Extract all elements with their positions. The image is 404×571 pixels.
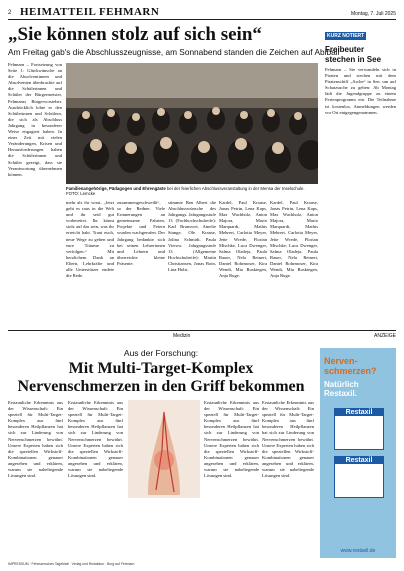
audience-photo-graphic (66, 63, 318, 184)
product-brand-2: Restaxil (335, 457, 383, 464)
caption-text: bei der feierlichen Abschlussveranstaltung in der Mensa der Inselschule. (167, 186, 305, 191)
ad-website: www.restaxil.de (340, 548, 376, 554)
sidebar-kurz-notiert (325, 24, 396, 337)
ad-side-title: Natürlich Restaxil. (324, 380, 359, 398)
article-subheadline: Am Freitag gab's die Abschlusszeugnisse, am Sonnabend standen die Zeichen auf Abiball (8, 47, 340, 57)
footer-rule (8, 330, 396, 331)
product-brand-1: Restaxil (335, 409, 383, 416)
product-box-2 (334, 456, 384, 498)
product-box-1 (334, 408, 384, 450)
header-rule (8, 19, 396, 20)
article-column-2: mehr als ihr wisst. „Jetzt geht es raus in die Welt und ihr seid gut vorbereitet. Ihr könnt stolz auf das sein, was ihr erreicht habt. Traut euch, neue Wege zu gehen und eure Träume zu verfolgen.“ Mit herzlichem Dank an Eltern, Lehrkräfte und alle Unterstützer endete die Rede. (66, 200, 114, 279)
article-headline: „Sie können stolz auf sich sein“ (8, 24, 262, 45)
section-title: HEIMATTEIL FEHMARN (20, 6, 160, 18)
nerve-illustration (128, 400, 200, 498)
article-column-3: zusammengeschweißt“, so der Redner. Viele Erinnerungen an gemeinsame Fahrten, Projekte und Feiern wurden wachgerufen. Der Jahrgang bedankte sich bei seinen Lehrerinnen und Lehrern und überreichte kleine Präsente. (117, 200, 165, 266)
footer-ad-label: ANZEIGE (374, 333, 396, 339)
article-column-5: Kardel, Paul Krause, Jonas Petrin, Lena Kaps, Max Wachholz, Anton Majora, Mario Marquardt, Mathis Mehrert, Carlotta Meyer, Jette Wrede, Florian Mischke, Luca Dwenger, Salma Oladeja, Paula Rauer, Nela Reinert, Daniel Rohrmoser, Kira Wendt, Mia Ruskiegen, Anja Ruge. (219, 200, 267, 279)
imprint-line: IMPRESSUM · Fehmarnsches Tageblatt · Verlag und Redaktion · Burg auf Fehmarn (8, 562, 135, 566)
article-photo (66, 63, 318, 184)
ad-text-col-4: Erstaunliche Erkenntnis aus der Wissenschaft: Ein speziell für Multi-Target-Komplex aus fünf besonderen Heilpflanzen hat sich zur Linderung von Nervenschmerzen bewährt. Unsere Experten haben sich die speziellen Wirkstoff-Kombinationen genauer angesehen und erklären, warum sie naheliegende Lösungen sind. (262, 400, 314, 479)
sidebar-tag: KURZ NOTIERT (327, 33, 365, 39)
footer-rubric: Medizin (173, 333, 191, 339)
ad-text-col-3: Erstaunliche Erkenntnis aus der Wissenschaft: Ein speziell für Multi-Target-Komplex aus fünf besonderen Heilpflanzen hat sich zur Linderung von Nervenschmerzen bewährt. Unsere Experten haben sich die speziellen Wirkstoff-Kombinationen genauer angesehen und erklären, warum sie naheliegende Lösungen sind. (204, 400, 259, 479)
ad-headline-2: Nervenschmerzen in den Griff bekommen (17, 378, 305, 395)
sidebar-title: Freibeuter stechen in See (325, 45, 382, 64)
page-header (8, 5, 396, 17)
caption-lead: Familienangehörige, Pädagogen und Ehrengäste (66, 186, 166, 191)
ad-side-panel (320, 348, 396, 558)
caption-credit: FOTO: Lemcke (66, 191, 96, 197)
ad-side-kicker: Nerven-schmerzen? (324, 356, 377, 376)
section-footer (8, 332, 396, 342)
article-column-6: Kardel, Paul Krause, Jonas Petrin, Lena Kaps, Max Wachholz, Anton Majora, Mario Marquardt, Mathis Mehrert, Carlotta Meyer, Jette Wrede, Florian Mischke, Luca Dwenger, Salma Oladeja, Paula Rauer, Nela Reinert, Daniel Rohrmoser, Kira Wendt, Mia Ruskiegen, Anja Ruge. (270, 200, 318, 279)
sidebar-text: Fehmarn – Sie verwandeln sich in Piraten und stechen mit dem Piratenschiff „Arche“ in See, um auf Schatzsuche zu gehen: Ab Montag lädt die Jugendgruppe zu einem Ferienprogramm ein. Die Teilnahme ist kostenlos, Anmeldungen werden vor Ort entgegengenommen. (325, 67, 396, 115)
ad-headline-1: Mit Multi-Target-Komplex (68, 360, 254, 377)
advertisement (8, 348, 314, 558)
ad-text-col-2: Erstaunliche Erkenntnis aus der Wissenschaft: Ein speziell für Multi-Target-Komplex aus fünf besonderen Heilpflanzen hat sich zur Linderung von Nervenschmerzen bewährt. Unsere Experten haben sich die speziellen Wirkstoff-Kombinationen genauer angesehen und erklären, warum sie naheliegende Lösungen sind. (68, 400, 123, 479)
article-column-1: Fehmarn – Fortsetzung von Seite 1: Glückwünsche an die Absolventinnen und Absolventen überbrachte auf die Schülerinnen und Schüler der Bürgermeister, Fehmarns Bürgervorsteher. Ausdrücklich lobte er den Schülerinnen und Schülern, die sich als Abschluss Jahrgang in besonderer Weise engagiert haben. In einer Zeit mit vielen Veränderungen, Krisen und Herausforderungen haben die Schülerinnen und Schüler gezeigt, dass sie Verantwortung übernehmen können. (8, 62, 62, 177)
issue-date: Montag, 7. Juli 2025 (350, 11, 396, 17)
article-column-4: stimmte Ben Albert die Abschlusswünsche des Jahrgangs. Jahrgangsstufe 13 (Fachhochschulreife): Karl Brunswei, Amelie Stange, Ole Krause, Jolina Schmidt, Paula Vierow. Jahrgangsstufe 13 (Allgemeine Hochschulreife): Martin Christiansen, Jonas Boin, Lina Holst. (168, 200, 216, 273)
ad-kicker: Aus der Forschung: (123, 348, 199, 358)
page-number: 2 (8, 10, 12, 16)
photo-caption (66, 186, 318, 197)
ad-text-col-1: Erstaunliche Erkenntnis aus der Wissenschaft: Ein speziell für Multi-Target-Komplex aus fünf besonderen Heilpflanzen hat sich zur Linderung von Nervenschmerzen bewährt. Unsere Experten haben sich die speziellen Wirkstoff-Kombinationen genauer angesehen und erklären, warum sie naheliegende Lösungen sind. (8, 400, 63, 479)
